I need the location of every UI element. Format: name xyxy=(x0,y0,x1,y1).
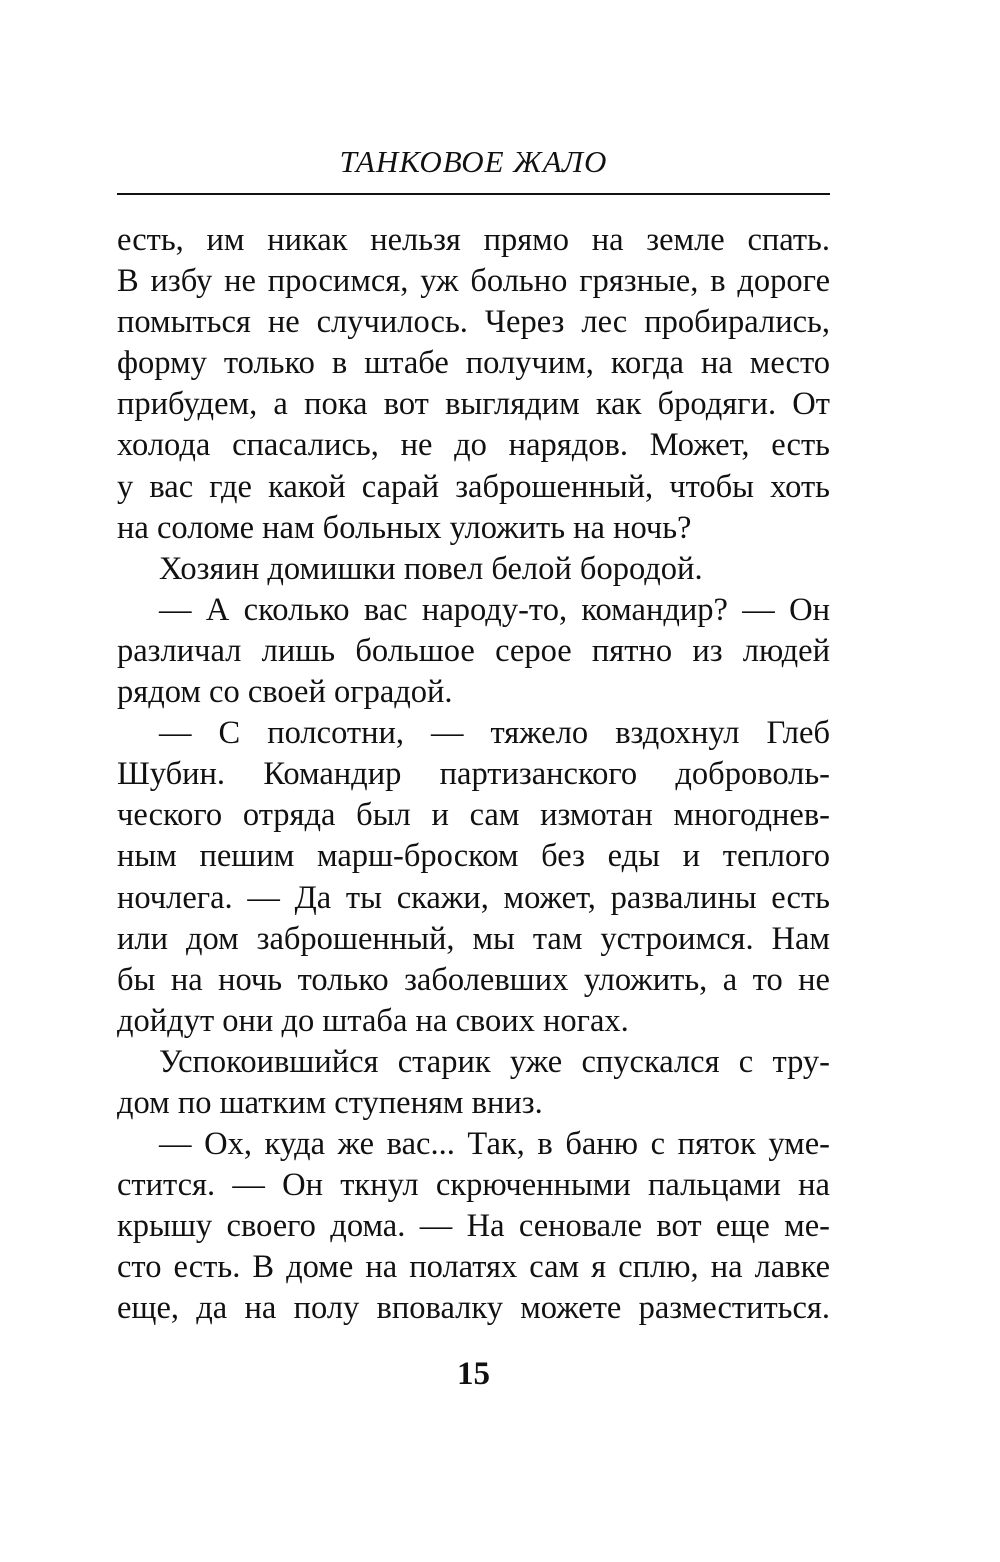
text-line: Шубин. Командир партизанского доброволь- xyxy=(117,756,830,793)
text-line: у вас где какой сарай заброшенный, чтобы хоть xyxy=(117,468,830,505)
text-line: сто есть. В доме на полатях сам я сплю, на лавке xyxy=(117,1249,830,1286)
text-line: ночлега. — Да ты скажи, может, развалины есть xyxy=(117,879,830,916)
text-line: Успокоившийся старик уже спускался с тру- xyxy=(159,1043,830,1080)
text-line: ческого отряда был и сам измотан многоднев- xyxy=(117,797,830,834)
running-header: ТАНКОВОЕ ЖАЛО xyxy=(339,144,608,179)
text-line: помыться не случилось. Через лес пробирались, xyxy=(117,304,830,341)
text-line: есть, им никак нельзя прямо на земле спать. xyxy=(117,222,830,258)
text-line: рядом со своей оградой. xyxy=(117,674,453,711)
text-line: еще, да на полу вповалку можете разместиться. xyxy=(117,1290,830,1327)
text-line: ным пешим марш-броском без еды и теплого xyxy=(117,838,830,875)
text-line: дойдут они до штаба на своих ногах. xyxy=(117,1002,629,1039)
text-line: стится. — Он ткнул скрюченными пальцами на xyxy=(117,1167,830,1204)
header-divider xyxy=(117,193,830,195)
text-line: — А сколько вас народу-то, командир? — Он xyxy=(159,591,830,628)
text-line: бы на ночь только заболевших уложить, а то не xyxy=(117,961,830,998)
text-line: различал лишь большое серое пятно из людей xyxy=(117,632,830,669)
text-line: или дом заброшенный, мы там устроимся. Нам xyxy=(117,920,830,957)
text-line: крышу своего дома. — На сеновале вот еще ме- xyxy=(117,1208,830,1245)
page-number: 15 xyxy=(457,1356,490,1392)
text-line: на соломе нам больных уложить на ночь? xyxy=(117,509,692,546)
text-line: Хозяин домишки повел белой бородой. xyxy=(159,550,703,587)
text-line: форму только в штабе получим, когда на место xyxy=(117,345,830,382)
text-line: дом по шатким ступеням вниз. xyxy=(117,1084,543,1121)
text-line: прибудем, а пока вот выглядим как бродяги. От xyxy=(117,386,830,423)
text-line: холода спасались, не до нарядов. Может, есть xyxy=(117,427,830,464)
text-line: В избу не просимся, уж больно грязные, в дороге xyxy=(117,263,830,300)
text-line: — Ох, куда же вас... Так, в баню с пяток уме- xyxy=(159,1126,830,1163)
body-text xyxy=(117,220,830,1330)
text-line: — С полсотни, — тяжело вздохнул Глеб xyxy=(159,715,830,752)
